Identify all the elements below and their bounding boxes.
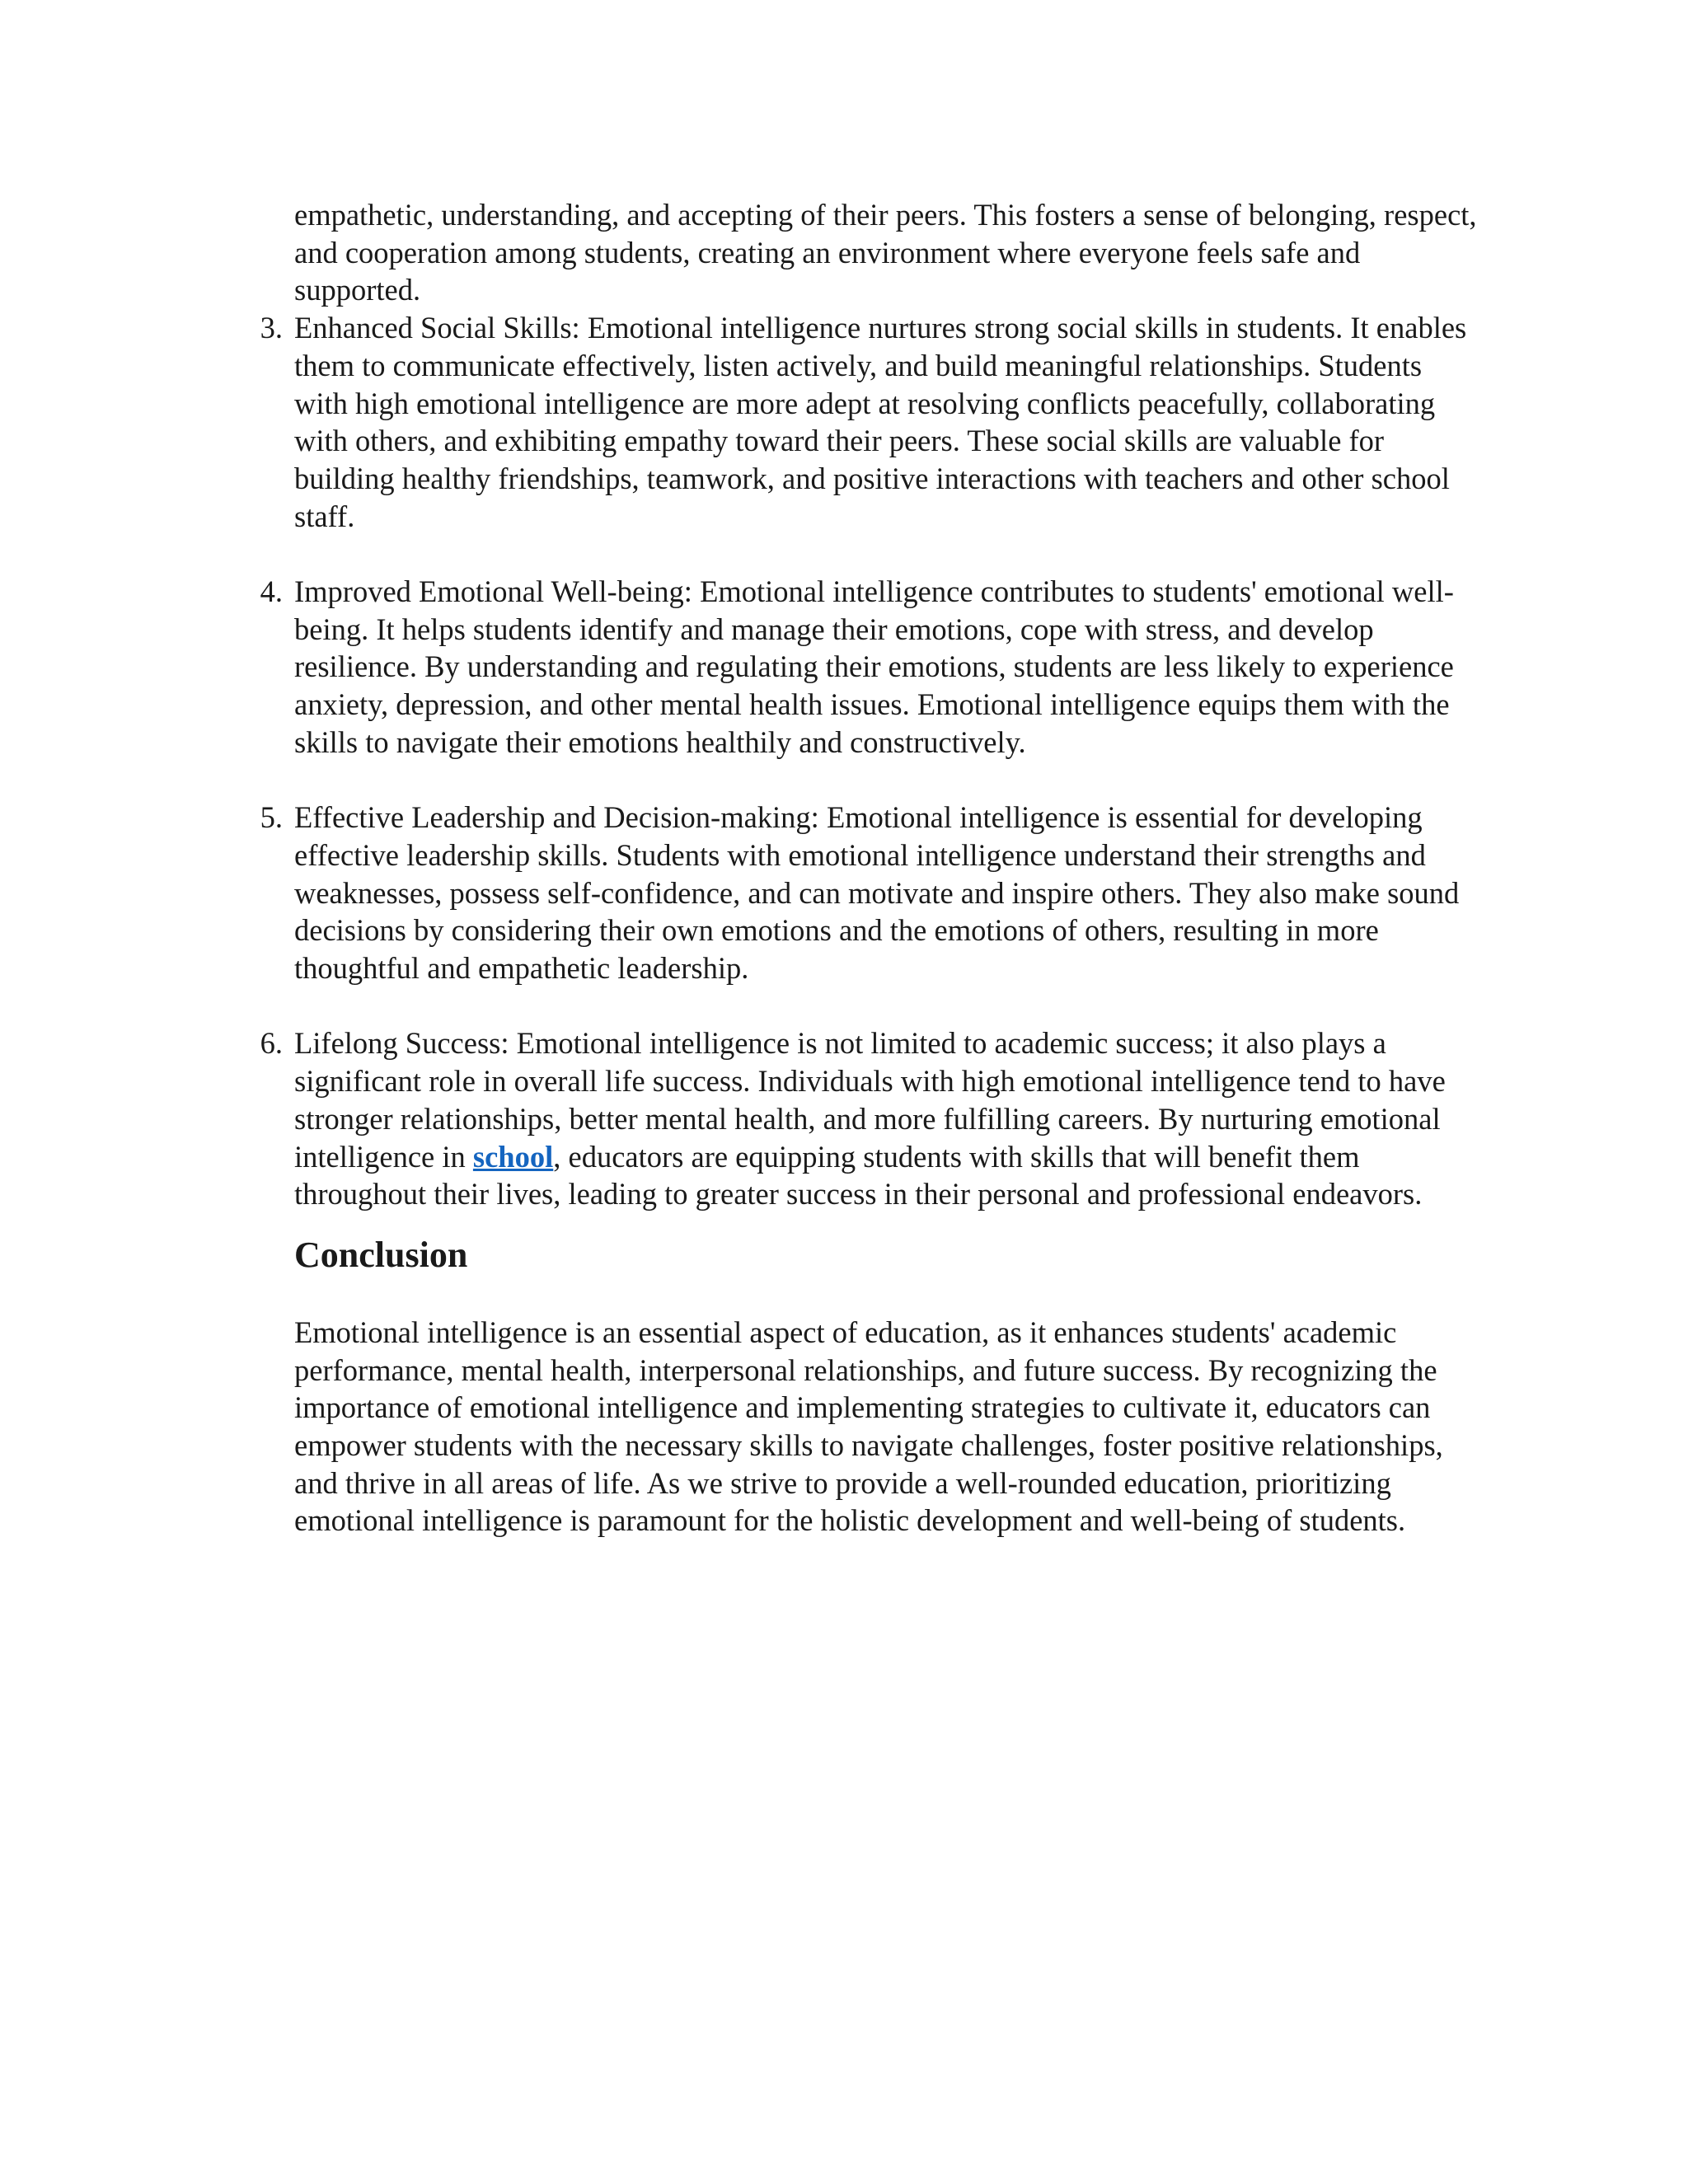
conclusion-heading: Conclusion xyxy=(294,1234,468,1275)
list-number: 5. xyxy=(260,800,283,835)
school-link[interactable]: school xyxy=(472,1139,554,1174)
list-item-4 xyxy=(260,573,1481,762)
list-item-text-after-link: , educators are equipping students with skills that will benefit them throughout their lives, leading to greater success in their personal and professional endeavors. xyxy=(294,1139,1423,1212)
list-number: 4. xyxy=(260,574,283,609)
continuation-paragraph xyxy=(294,196,1481,309)
list-item-3 xyxy=(260,309,1481,535)
conclusion-paragraph xyxy=(294,1314,1481,1540)
spacer xyxy=(294,535,1481,573)
document-body xyxy=(260,196,1481,1540)
list-number: 3. xyxy=(260,311,283,345)
spacer xyxy=(294,987,1481,1025)
list-item-5 xyxy=(260,799,1481,987)
continuation-text: empathetic, understanding, and accepting of their peers. This fosters a sense of belonging, respect, and cooperation among students, creating an environment where everyone feels safe and supported. xyxy=(294,198,1477,307)
spacer xyxy=(294,762,1481,799)
list-item-text-before-link: Lifelong Success: Emotional intelligence is not limited to academic success; it also plays a significant role in overall life success. Individuals with high emotional intelligence tend to have stronger relationships, better mental health, and more fulfilling careers. By nurturing emotional intelligence in xyxy=(294,1026,1446,1174)
list-item-text: Improved Emotional Well-being: Emotional intelligence contributes to students' emotional well-being. It helps students identify and manage their emotions, cope with stress, and develop resilience. By understanding and regulating their emotions, students are less likely to experience anxiety, depression, and other mental health issues. Emotional intelligence equips them with the skills to navigate their emotions healthily and constructively. xyxy=(294,574,1454,759)
conclusion-text: Emotional intelligence is an essential aspect of education, as it enhances students' academic performance, mental health, interpersonal relationships, and future success. By recognizing the importance of emotional intelligence and implementing strategies to cultivate it, educators can empower students with the necessary skills to navigate challenges, foster positive relationships, and thrive in all areas of life. As we strive to provide a well-rounded education, prioritizing emotional intelligence is paramount for the holistic development and well-being of students. xyxy=(294,1315,1443,1538)
list-item-6 xyxy=(260,1024,1481,1213)
list-item-text: Effective Leadership and Decision-making: Emotional intelligence is essential for developing effective leadership skills. Students with emotional intelligence understand their strengths and weaknesses, possess self-confidence, and can motivate and inspire others. They also make sound decisions by considering their own emotions and the emotions of others, resulting in more thoughtful and empathetic leadership. xyxy=(294,800,1460,986)
list-item-text: Enhanced Social Skills: Emotional intelligence nurtures strong social skills in students. It enables them to communicate effectively, listen actively, and build meaningful relationships. Students with high emotional intelligence are more adept at resolving conflicts peacefully, collaborating with others, and exhibiting empathy toward their peers. These social skills are valuable for building healthy friendships, teamwork, and positive interactions with teachers and other school staff. xyxy=(294,311,1467,533)
list-number: 6. xyxy=(260,1026,283,1061)
